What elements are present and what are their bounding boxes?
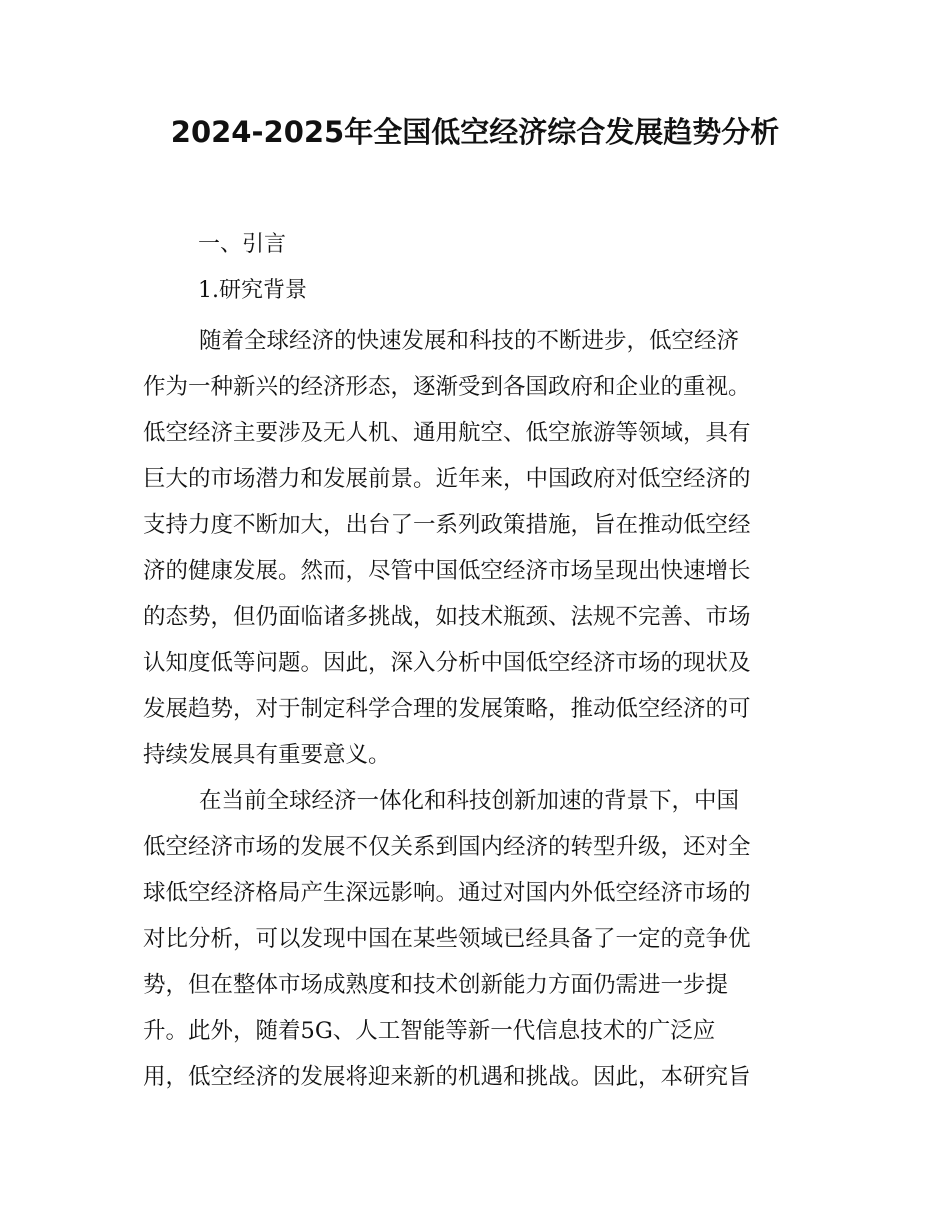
paragraph-line: 升。此外，随着5G、人工智能等新一代信息技术的广泛应 <box>143 1018 716 1044</box>
paragraph-line: 持续发展具有重要意义。 <box>143 742 391 768</box>
paragraph-line: 随着全球经济的快速发展和科技的不断进步，低空经济 <box>199 328 740 354</box>
paragraph-line: 作为一种新兴的经济形态，逐渐受到各国政府和企业的重视。 <box>143 374 751 400</box>
paragraph-line: 球低空经济格局产生深远影响。通过对国内外低空经济市场的 <box>143 880 751 906</box>
subsection-heading: 1.研究背景 <box>198 278 307 303</box>
paragraph-line: 在当前全球经济一体化和科技创新加速的背景下，中国 <box>199 788 740 814</box>
paragraph-line: 巨大的市场潜力和发展前景。近年来，中国政府对低空经济的 <box>143 466 751 492</box>
document-title: 2024-2025年全国低空经济综合发展趋势分析 <box>170 115 780 149</box>
paragraph-line: 济的健康发展。然而，尽管中国低空经济市场呈现出快速增长 <box>143 558 751 584</box>
paragraph-line: 低空经济主要涉及无人机、通用航空、低空旅游等领域，具有 <box>143 420 751 446</box>
paragraph-line: 支持力度不断加大，出台了一系列政策措施，旨在推动低空经 <box>143 512 751 538</box>
body-paragraph-1 <box>143 318 823 778</box>
paragraph-line: 对比分析，可以发现中国在某些领域已经具备了一定的竞争优 <box>143 926 751 952</box>
section-heading: 一、引言 <box>198 232 287 257</box>
paragraph-line: 低空经济市场的发展不仅关系到国内经济的转型升级，还对全 <box>143 834 751 860</box>
paragraph-line: 的态势，但仍面临诸多挑战，如技术瓶颈、法规不完善、市场 <box>143 604 751 630</box>
paragraph-line: 认知度低等问题。因此，深入分析中国低空经济市场的现状及 <box>143 650 751 676</box>
paragraph-line: 势，但在整体市场成熟度和技术创新能力方面仍需进一步提 <box>143 972 729 998</box>
paragraph-line: 发展趋势，对于制定科学合理的发展策略，推动低空经济的可 <box>143 696 751 722</box>
body-paragraph-2 <box>143 778 823 1100</box>
paragraph-line: 用，低空经济的发展将迎来新的机遇和挑战。因此，本研究旨 <box>143 1064 751 1090</box>
